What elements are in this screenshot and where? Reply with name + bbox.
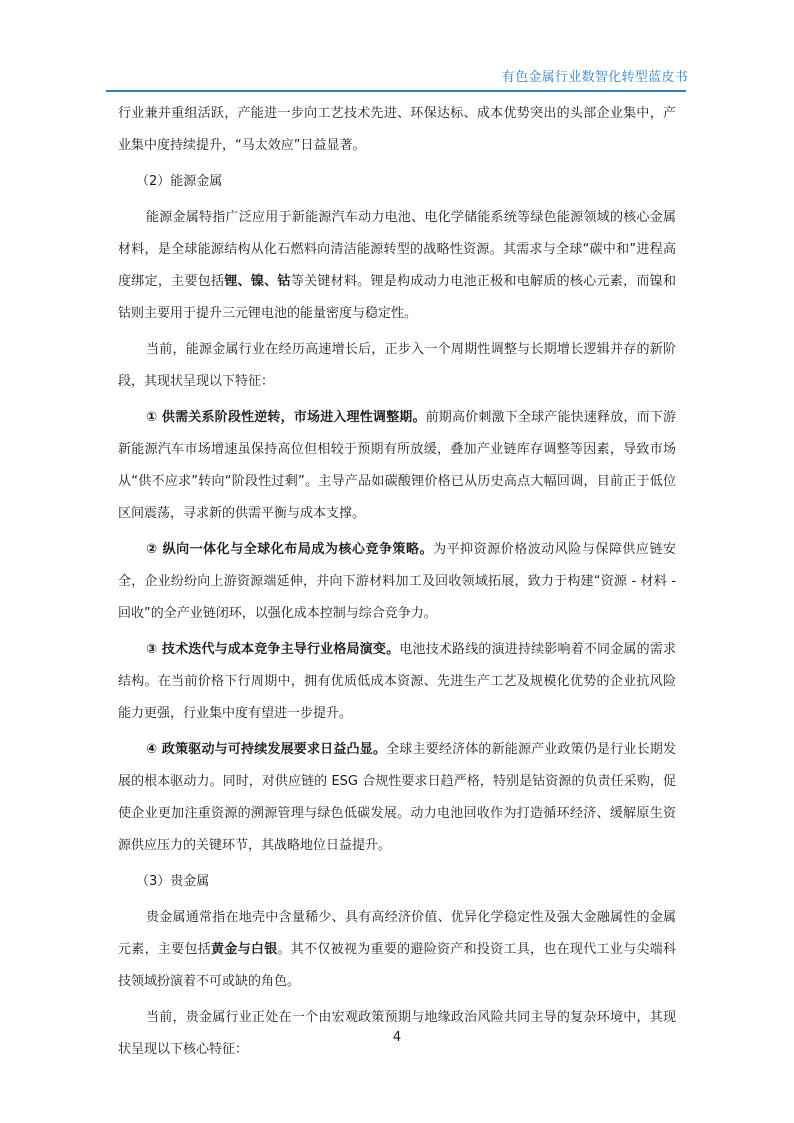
bold-feature-title: ③ 技术迭代与成本竞争主导行业格局演变。 — [146, 642, 400, 657]
text-run: 前期高价刺激下全球产能快速释放，而下游新能源汽车市场增速虽保持高位但相较于预期有所放缓，叠加产业链库存调整等因素，导致市场从“供不应求”转向“阶段性过剩”。主导产品如碳酸锂价格已从历史高点大幅回调，目前正于低位区间震荡，寻求新的供需平衡与成本支撑。 — [118, 410, 676, 521]
bold-feature-title: ② 纵向一体化与全球化布局成为核心竞争策略。 — [146, 542, 434, 557]
text-run: 为平抑资源价格波动风险与保障供应链安全，企业纷纷向上游资源端延伸，并向下游材料加工及回收领域拓展，致力于构建“资源 - 材料 - 回收”的全产业链闭环，以强化成本控制与综合竞争力。 — [118, 542, 676, 621]
paragraph-precious-metals-status: 当前，贵金属行业正处在一个由宏观政策预期与地缘政治风险共同主导的复杂环境中，其现状呈现以下核心特征： — [118, 1010, 676, 1057]
page-number: 4 — [392, 1030, 402, 1045]
paragraph-feature-2 — [118, 534, 676, 630]
paragraph-energy-metals-definition — [118, 202, 676, 330]
bold-feature-title: ④ 政策驱动与可持续发展要求日益凸显。 — [146, 742, 387, 757]
paragraph-precious-metals-definition — [118, 902, 676, 998]
text-run: 电池技术路线的演进持续影响着不同金属的需求结构。在当前价格下行周期中，拥有优质低成本资源、先进生产工艺及规模化优势的企业抗风险能力更强，行业集中度有望进一步提升。 — [118, 642, 676, 721]
bold-key-metals: 黄金与白银 — [211, 942, 278, 957]
section-heading-energy-metals: （2）能源金属 — [136, 174, 223, 189]
page-body — [118, 98, 676, 1066]
text-run: 等关键材料。锂是构成动力电池正极和电解质的核心元素，而镍和钴则主要用于提升三元锂电池的能量密度与稳定性。 — [118, 274, 676, 321]
header-divider — [106, 90, 686, 92]
paragraph-feature-4 — [118, 734, 676, 862]
paragraph-feature-1 — [118, 402, 676, 530]
paragraph-continuation: 行业兼并重组活跃，产能进一步向工艺技术先进、环保达标、成本优势突出的头部企业集中，产业集中度持续提升，“马太效应”日益显著。 — [118, 106, 676, 153]
paragraph-feature-3 — [118, 634, 676, 730]
paragraph-energy-metals-status: 当前，能源金属行业在经历高速增长后，正步入一个周期性调整与长期增长逻辑并存的新阶段，其现状呈现以下特征： — [118, 342, 676, 389]
text-run: 能源金属特指广泛应用于新能源汽车动力电池、电化学储能系统等绿色能源领域的核心金属材料，是全球能源结构从化石燃料向清洁能源转型的战略性资源。其需求与全球“碳中和”进程高度绑定，主要包括 — [118, 210, 676, 289]
text-run: 全球主要经济体的新能源产业政策仍是行业长期发展的根本驱动力。同时，对供应链的 ESG 合规性要求日趋严格，特别是钴资源的负责任采购，促使企业更加注重资源的溯源管理与绿色低碳发展。动力电池回收作为打造循环经济、缓解原生资源供应压力的关键环节，其战略地位日益提升。 — [118, 742, 676, 853]
text-run: 。其不仅被视为重要的避险资产和投资工具，也在现代工业与尖端科技领域扮演着不可或缺的角色。 — [118, 942, 676, 989]
running-header-title: 有色金属行业数智化转型蓝皮书 — [501, 70, 688, 85]
bold-feature-title: ① 供需关系阶段性逆转，市场进入理性调整期。 — [146, 410, 426, 425]
text-run: 贵金属通常指在地壳中含量稀少、具有高经济价值、优异化学稳定性及强大金融属性的金属元素，主要包括 — [118, 910, 676, 957]
section-heading-precious-metals: （3）贵金属 — [136, 874, 210, 889]
bold-key-materials: 锂、镍、钴 — [224, 274, 291, 289]
